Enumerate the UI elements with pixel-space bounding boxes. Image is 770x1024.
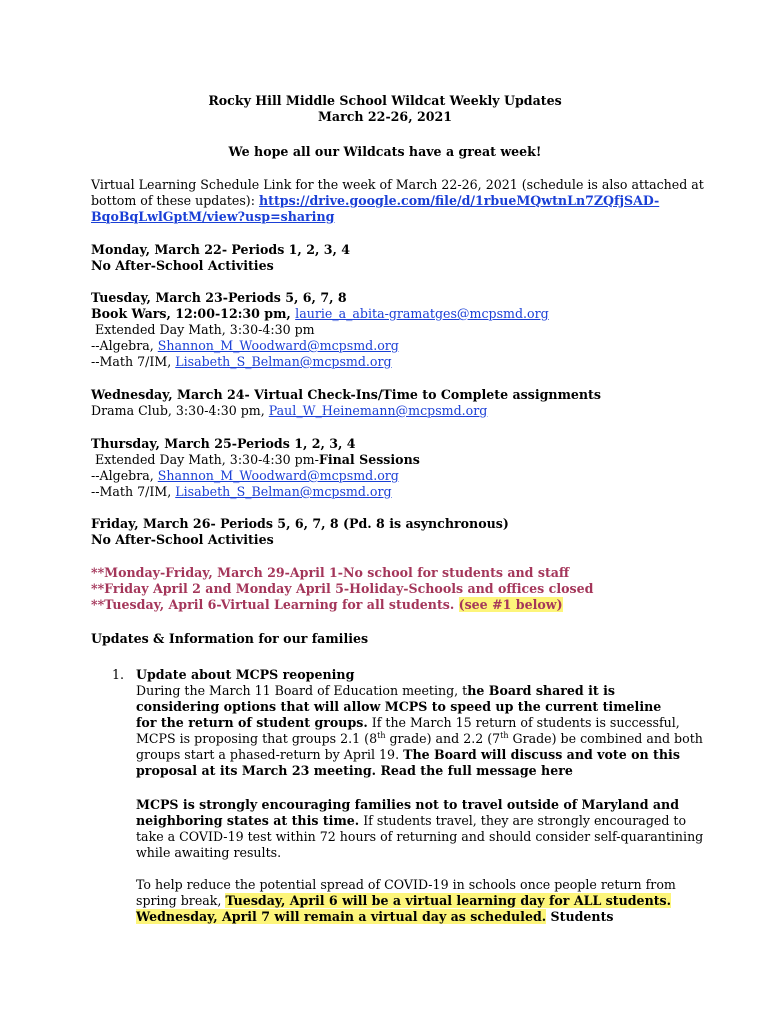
p1-line-2: considering options that will allow MCPS to speed up the current timeline <box>136 699 662 714</box>
p1-line-4 <box>136 730 703 747</box>
greeting: We hope all our Wildcats have a great week! <box>228 144 542 159</box>
p2-line-2 <box>136 813 686 829</box>
extended-day-math: Extended Day Math, 3:30-4:30 pm <box>95 322 315 337</box>
closure-notices <box>91 565 691 613</box>
p1-h: Grade) be combined and both <box>508 731 703 746</box>
thursday-algebra-label: --Algebra, <box>91 468 158 483</box>
p2-c: If students travel, they are strongly encouraged to <box>359 813 687 828</box>
intro-line-3 <box>91 209 691 225</box>
tuesday-heading: Tuesday, March 23-Periods 5, 6, 7, 8 <box>91 290 347 305</box>
thursday-math-line <box>91 484 691 500</box>
algebra-label: --Algebra, <box>91 338 158 353</box>
schedule-link-cont[interactable]: BqoBqLwlGptM/view?usp=sharing <box>91 209 335 224</box>
p2-b: neighboring states at this time. <box>136 813 360 828</box>
schedule-intro <box>91 177 704 225</box>
p2-line-1: MCPS is strongly encouraging families not to travel outside of Maryland and <box>136 797 680 812</box>
math-line <box>91 354 691 370</box>
tuesday-section <box>91 290 691 370</box>
monday-heading: Monday, March 22- Periods 1, 2, 3, 4 <box>91 242 351 257</box>
thursday-math-email-link[interactable]: Lisabeth_S_Belman@mcpsmd.org <box>175 484 392 499</box>
p2-line-4: while awaiting results. <box>136 845 282 860</box>
p1-line-3 <box>136 715 686 731</box>
p1-j: The Board will discuss and vote on this <box>403 747 680 762</box>
p1-f: MCPS is proposing that groups 2.1 (8 <box>136 731 378 746</box>
p1-i: groups start a phased-return by April 19. <box>136 747 404 762</box>
thursday-extended: Extended Day Math, 3:30-4:30 pm- <box>95 452 319 467</box>
p1-line-1 <box>136 683 686 699</box>
bookwars-email-link[interactable]: laurie_a_abita-gramatges@mcpsmd.org <box>295 306 549 321</box>
drama-line <box>91 403 691 419</box>
friday-note: No After-School Activities <box>91 532 274 547</box>
thursday-math-label: --Math 7/IM, <box>91 484 176 499</box>
thursday-algebra-line <box>91 468 691 484</box>
p1-d: for the return of student groups. <box>136 715 368 730</box>
update-item-1 <box>136 667 703 779</box>
p1-line-5 <box>136 747 686 763</box>
list-number: 1. <box>112 667 125 682</box>
p1-sup-2: th <box>500 730 509 740</box>
wednesday-section <box>91 387 691 419</box>
p1-line-6: proposal at its March 23 meeting. Read the full message here <box>136 763 573 778</box>
p3-line-2 <box>136 893 686 909</box>
bookwars-text: Book Wars, 12:00-12:30 pm, <box>91 306 296 321</box>
update-item-title: Update about MCPS reopening <box>136 667 355 682</box>
friday-heading: Friday, March 26- Periods 5, 6, 7, 8 (Pd. 8 is asynchronous) <box>91 516 509 531</box>
drama-email-link[interactable]: Paul_W_Heinemann@mcpsmd.org <box>268 403 488 418</box>
notice-line-2: **Friday April 2 and Monday April 5-Holiday-Schools and offices closed <box>91 581 594 596</box>
math-label: --Math 7/IM, <box>91 354 176 369</box>
newsletter-dates: March 22-26, 2021 <box>317 109 453 124</box>
bookwars-line <box>91 306 691 322</box>
see-below-highlight: (see #1 below) <box>458 597 563 612</box>
monday-section <box>91 242 691 274</box>
virtual-day-paragraph <box>136 877 686 925</box>
p1-b: he Board shared it is <box>467 683 615 698</box>
travel-paragraph <box>136 797 704 861</box>
math-email-link[interactable]: Lisabeth_S_Belman@mcpsmd.org <box>175 354 392 369</box>
p3-highlight-1: Tuesday, April 6 will be a virtual learning day for ALL students. <box>225 893 672 908</box>
thursday-section <box>91 436 691 500</box>
notice-line-1: **Monday-Friday, March 29-April 1-No school for students and staff <box>91 565 570 580</box>
p3-line-1: To help reduce the potential spread of COVID-19 in schools once people return from <box>136 877 676 892</box>
p1-sup-1: th <box>377 730 386 740</box>
schedule-link[interactable]: https://drive.google.com/file/d/1rbueMQwtnLn7ZQfjSAD- <box>258 193 660 208</box>
p1-g: grade) and 2.2 (7 <box>385 731 501 746</box>
p3-c: Students <box>546 909 614 924</box>
thursday-extended-line <box>91 452 691 468</box>
newsletter-title: Rocky Hill Middle School Wildcat Weekly Updates <box>208 93 562 108</box>
algebra-line <box>91 338 691 354</box>
intro-text-2: bottom of these updates): <box>91 193 259 208</box>
intro-line-1: Virtual Learning Schedule Link for the week of March 22-26, 2021 (schedule is also attached at <box>91 177 704 192</box>
intro-line-2 <box>91 193 691 209</box>
p1-e: If the March 15 return of students is successful, <box>367 715 680 730</box>
thursday-algebra-email-link[interactable]: Shannon_M_Woodward@mcpsmd.org <box>157 468 399 483</box>
p3-b: spring break, <box>136 893 226 908</box>
final-sessions: Final Sessions <box>318 452 420 467</box>
p3-highlight-2: Wednesday, April 7 will remain a virtual day as scheduled. <box>136 909 547 924</box>
p2-line-3: take a COVID-19 test within 72 hours of returning and should consider self-quarantining <box>136 829 704 844</box>
notice-line-3 <box>91 597 691 613</box>
notice-line-3-text: **Tuesday, April 6-Virtual Learning for all students. <box>91 597 459 612</box>
updates-heading: Updates & Information for our families <box>91 631 369 646</box>
drama-text: Drama Club, 3:30-4:30 pm, <box>91 403 269 418</box>
wednesday-heading: Wednesday, March 24- Virtual Check-Ins/Time to Complete assignments <box>91 387 601 402</box>
p1-a: During the March 11 Board of Education meeting, t <box>136 683 468 698</box>
friday-section <box>91 516 691 548</box>
p3-line-3 <box>136 909 686 925</box>
algebra-email-link[interactable]: Shannon_M_Woodward@mcpsmd.org <box>157 338 399 353</box>
thursday-heading: Thursday, March 25-Periods 1, 2, 3, 4 <box>91 436 356 451</box>
monday-note: No After-School Activities <box>91 258 274 273</box>
